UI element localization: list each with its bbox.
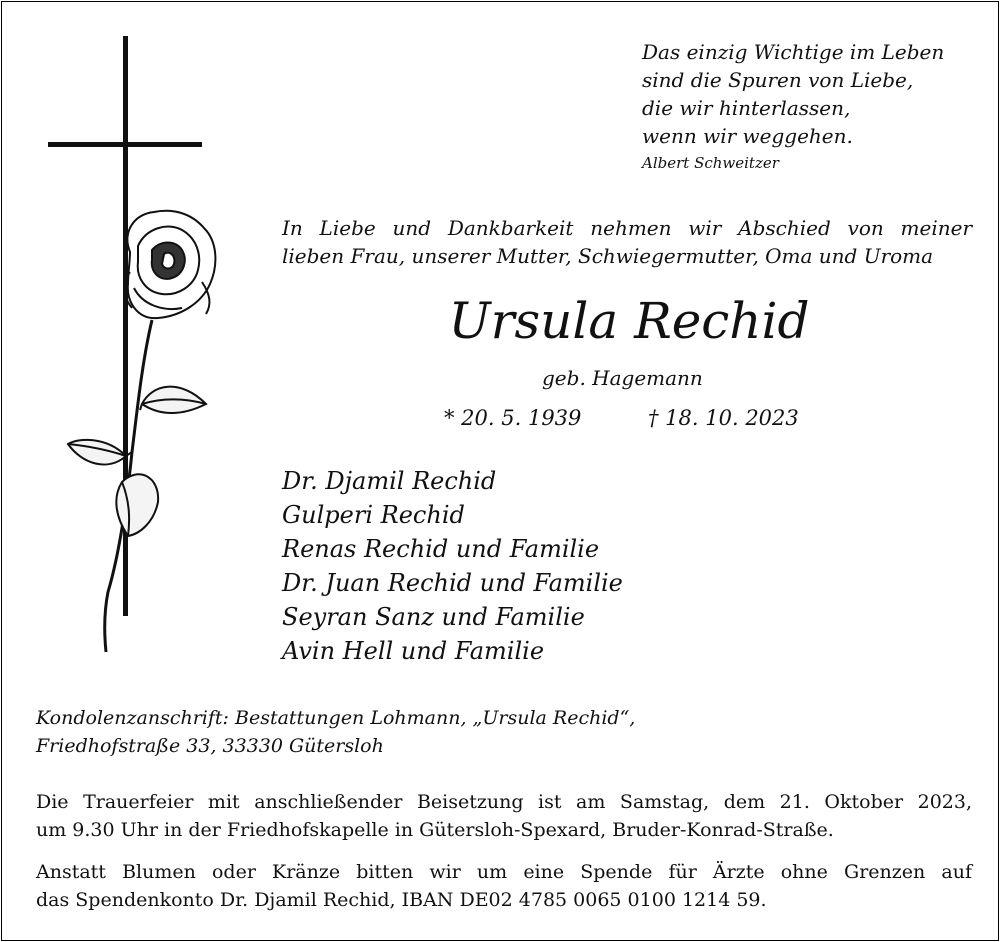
birth-date: * 20. 5. 1939 (444, 406, 582, 430)
family-member: Dr. Djamil Rechid (282, 467, 497, 495)
quote-line: sind die Spuren von Liebe, (642, 68, 914, 92)
donation-line: das Spendenkonto Dr. Djamil Rechid, IBAN DE02 4785 0065 0100 1214 59. (36, 889, 767, 911)
quote-author: Albert Schweitzer (642, 154, 779, 172)
service-line: Die Trauerfeier mit anschließender Beisetzung ist am Samstag, dem 21. Oktober 2023, (36, 791, 972, 813)
family-member: Avin Hell und Familie (282, 637, 545, 665)
intro-line: lieben Frau, unserer Mutter, Schwiegermutter, Oma und Uroma (282, 244, 934, 268)
donation-info (36, 858, 972, 914)
intro-text (282, 214, 972, 270)
intro-line: In Liebe und Dankbarkeit nehmen wir Abschied von meiner (282, 216, 972, 240)
service-line: um 9.30 Uhr in der Friedhofskapelle in Gütersloh-Spexard, Bruder-Konrad-Straße. (36, 819, 834, 841)
obituary-notice (1, 1, 999, 941)
quote-line: Das einzig Wichtige im Leben (642, 40, 945, 64)
family-member: Renas Rechid und Familie (282, 535, 600, 563)
family-list (282, 464, 623, 668)
death-date: † 18. 10. 2023 (648, 406, 799, 430)
address-line: Kondolenzanschrift: Bestattungen Lohmann, „Ursula Rechid“, (36, 707, 636, 729)
address-line: Friedhofstraße 33, 33330 Gütersloh (36, 735, 384, 757)
rose-icon (68, 211, 215, 652)
condolence-address (36, 704, 635, 760)
deceased-name: Ursula Rechid (448, 292, 810, 350)
maiden-name: geb. Hagemann (542, 366, 703, 390)
family-member: Gulperi Rechid (282, 501, 465, 529)
family-member: Dr. Juan Rechid und Familie (282, 569, 623, 597)
funeral-service-info (36, 788, 972, 844)
quote-line: die wir hinterlassen, (642, 96, 851, 120)
quote-line: wenn wir weggehen. (642, 124, 853, 148)
donation-line: Anstatt Blumen oder Kränze bitten wir um eine Spende für Ärzte ohne Grenzen auf (36, 861, 972, 883)
family-member: Seyran Sanz und Familie (282, 603, 585, 631)
quote-block (642, 38, 944, 150)
